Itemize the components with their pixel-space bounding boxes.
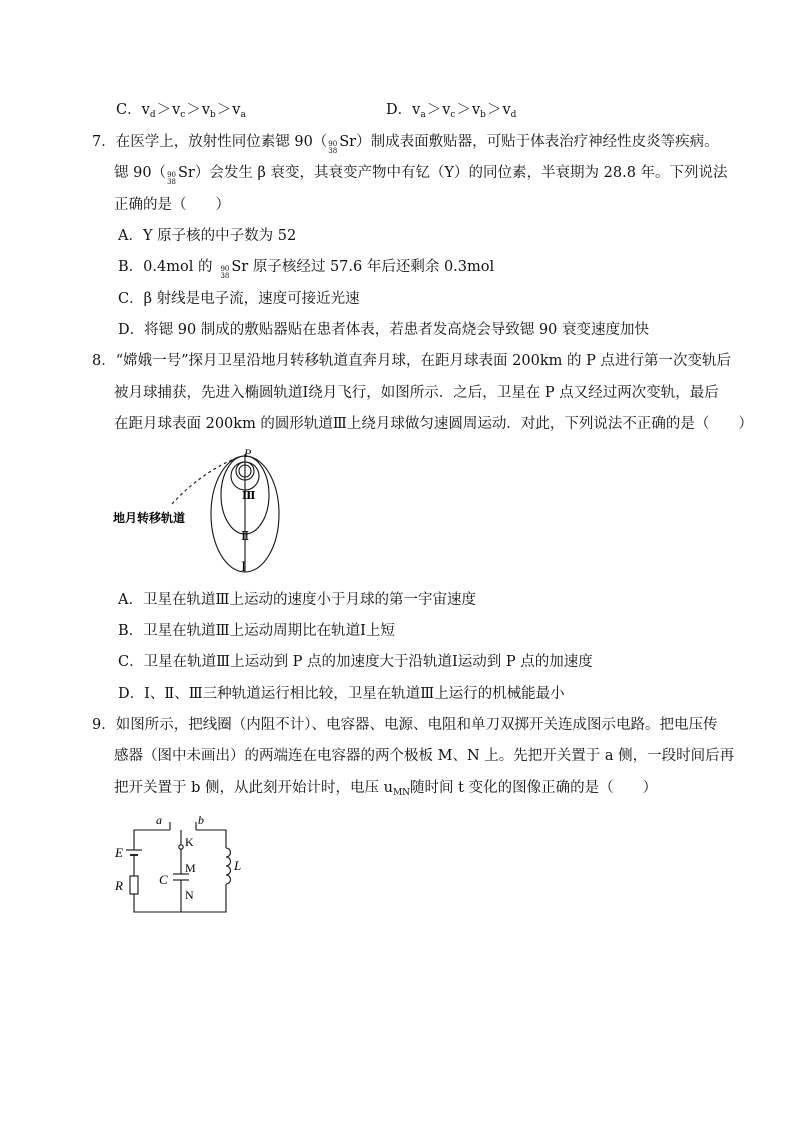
label-transfer-orbit: 地月转移轨道: [113, 511, 186, 525]
q6-option-d-expr: $v_a>v_c>v_b>v_d$: [412, 102, 517, 120]
transfer-orbit-path: [172, 457, 239, 504]
label-p: P: [244, 446, 252, 460]
orbit-diagram: [110, 444, 310, 580]
q8-option-b: B．卫星在轨道Ⅲ上运动周期比在轨道Ⅰ上短: [118, 623, 395, 639]
q7-line-3: 正确的是（ ）: [114, 197, 230, 213]
nuclide-sr90: 90 38: [167, 171, 176, 186]
switch-pivot: [179, 845, 183, 849]
q7-option-a: A．Y 原子核的中子数为 52: [118, 228, 297, 244]
q7-line-1: 7．在医学上，放射性同位素锶 90（ 90 38 Sr）制成表面敷贴器，可贴于体表治疗神经性皮炎等疾病。: [92, 134, 719, 155]
label-orbit-2: Ⅱ: [241, 529, 250, 543]
label-n: N: [185, 888, 194, 902]
label-a: a: [156, 813, 162, 827]
label-c: C: [159, 872, 168, 887]
q8-line-3: 在距月球表面 200km 的圆形轨道Ⅲ上绕月球做匀速圆周运动．对此，下列说法不正确的是（ ）: [114, 416, 753, 432]
lc-circuit-diagram: [112, 812, 242, 920]
q9-line-2: 感器（图中未画出）的两端连在电容器的两个极板 M、N 上。先把开关置于 a 侧，一段时间后再: [114, 748, 735, 764]
label-k: K: [185, 835, 194, 849]
q8-option-a: A．卫星在轨道Ⅲ上运动的速度小于月球的第一宇宙速度: [118, 592, 476, 608]
wire-left-top: [134, 830, 170, 850]
q9-line-3: 把开关置于 b 侧，从此刻开始计时，电压 $u_{MN}$随时间 t 变化的图像正确的是（ ）: [114, 780, 658, 798]
q7-option-d: D．将锶 90 制成的敷贴器贴在患者体表，若患者发高烧会导致锶 90 衰变速度加快: [118, 322, 649, 338]
wire-left-bottom: [134, 884, 226, 912]
q9-line-1: 9．如图所示，把线圈（内阻不计）、电容器、电源、电阻和单刀双掷开关连成图示电路。把电压传: [92, 717, 718, 733]
label-b: b: [198, 813, 204, 827]
q6-option-d: D．$v_a>v_c>v_b>v_d$: [386, 102, 517, 120]
label-orbit-1: Ⅰ: [241, 559, 247, 574]
label-e: E: [115, 845, 123, 860]
q6-option-c-expr: $v_d>v_c>v_b>v_a$: [141, 102, 246, 120]
label-r: R: [115, 878, 123, 893]
wire-right-top: [196, 830, 226, 848]
q8-option-c: C．卫星在轨道Ⅲ上运动到 P 点的加速度大于沿轨道Ⅰ运动到 P 点的加速度: [118, 654, 593, 670]
nuclide-sr90: 90 38: [220, 265, 230, 280]
q8-line-1: 8．“嫦娥一号”探月卫星沿地月转移轨道直奔月球，在距月球表面 200km 的 P 点进行第一次变轨后: [92, 353, 731, 369]
resistor-body: [130, 876, 138, 894]
label-m: M: [185, 861, 196, 875]
nuclide-sr90: 90 38: [328, 140, 338, 155]
q7-option-b: B．0.4mol 的 90 38 Sr 原子核经过 57.6 年后还剩余 0.3mol: [118, 259, 495, 280]
label-orbit-3: Ⅲ: [242, 490, 256, 502]
q7-line-2: 锶 90（ 90 38 Sr）会发生 β 衰变，其衰变产物中有钇（Y）的同位素，半衰期为 28.8 年。下列说法: [114, 165, 728, 186]
inductor-coil: [226, 848, 231, 884]
label-l: L: [234, 858, 242, 873]
q8-option-d: D．Ⅰ、Ⅱ、Ⅲ三种轨道运行相比较，卫星在轨道Ⅲ上运行的机械能最小: [118, 686, 565, 702]
q7-option-c: C．β 射线是电子流，速度可接近光速: [118, 291, 360, 307]
q6-option-c: C．$v_d>v_c>v_b>v_a$: [116, 102, 246, 120]
q8-line-2: 被月球捕获，先进入椭圆轨道Ⅰ绕月飞行，如图所示．之后，卫星在 P 点又经过两次变轨，最后: [114, 385, 719, 401]
